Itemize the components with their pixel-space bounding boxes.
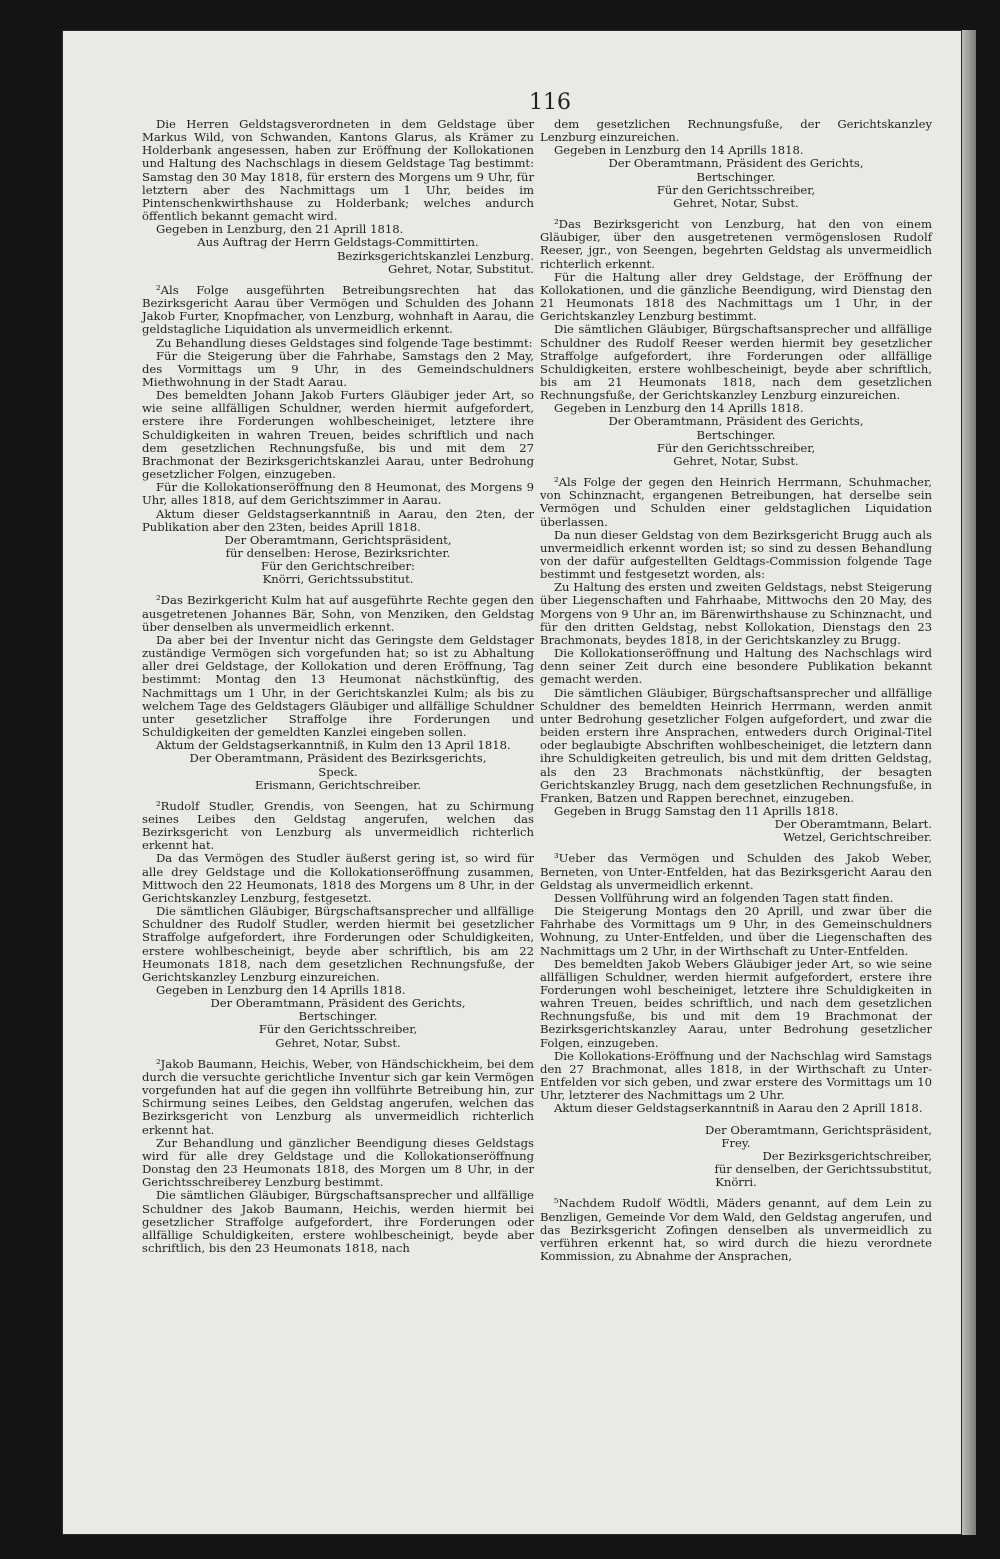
paragraph: Der Oberamtmann, Gerichtspräsident, — [704, 1122, 932, 1137]
newspaper-page — [62, 30, 962, 1535]
page-gutter — [962, 30, 976, 1535]
paragraph: Bertschinger. — [696, 427, 776, 442]
paragraph: Speck. — [318, 764, 358, 779]
paragraph: Die sämtlichen Gläubiger, Bürgschaftsansprecher und allfällige Schuldner des Rudolf Studler, werden hiermit bei gesetzlicher Straffolge aufgefordert, ihre Forderungen oder Schuldigkeiten, erstere wohlbescheinigt, beyde aber schriftlich, bis am 22 Heumonats 1818, nach dem gesetzlichen Rechnungsfuße, der Gerichtskanzley Lenzburg einzureichen. — [142, 904, 534, 984]
paragraph: Knörri, Gerichtssubstitut. — [262, 572, 414, 587]
paragraph: Gehret, Notar, Subst. — [673, 453, 799, 468]
paragraph: ²Das Bezirksgericht von Lenzburg, hat den von einem Gläubiger, über den ausgetretenen vermögenslosen Rudolf Reeser, jgr., von Seengen, begehrten Geldstag als unvermeidlich richterlich erkennt. — [540, 217, 932, 271]
paragraph: Gegeben in Lenzburg, den 21 Aprill 1818. — [156, 222, 404, 237]
paragraph: Gehret, Notar, Subst. — [673, 195, 799, 210]
paragraph: Die Herren Geldstagsverordneten in dem Geldstage über Markus Wild, von Schwanden, Kantons Glarus, als Krämer zu Holderbank angesessen, haben zur Eröffnung der Kollokationen und Haltung des Nachschlags in diesem Geldstage Tag bestimmt: Samstag den 30 May 1818, für erstern des Morgens um 9 Uhr, für letztern aber des Nachmittags um 1 Uhr, beides im Pintenschenkwirthshause zu Holderbank; welches andurch öffentlich bekannt gemacht wird. — [142, 117, 534, 224]
paragraph: Frey. — [721, 1135, 751, 1150]
paragraph: dem gesetzlichen Rechnungsfuße, der Gerichtskanzley Lenzburg einzureichen. — [540, 117, 932, 145]
paragraph: ²Als Folge der gegen den Heinrich Herrmann, Schuhmacher, von Schinznacht, ergangenen Betreibungen, hat derselbe sein Vermögen und Schulden einer geldstaglichen Liquidation überlassen. — [540, 475, 932, 529]
paragraph: Bezirksgerichtskanzlei Lenzburg. — [337, 248, 534, 263]
paragraph: Aktum dieser Geldstagserkanntniß in Aarau, den 2ten, der Publikation aber den 23ten, beides Aprill 1818. — [142, 506, 534, 534]
paragraph: Der Oberamtmann, Präsident des Gerichts, — [608, 156, 864, 171]
paragraph: Aus Auftrag der Herrn Geldstags-Committirten. — [197, 235, 479, 250]
paragraph: Zur Behandlung und gänzlicher Beendigung dieses Geldstags wird für alle drey Geldstage und die Kollokationseröffnung Donstag den 23 Heumonats 1818, des Morgen um 8 Uhr, in der Gerichtsschreiberey Lenzburg bestimmt. — [142, 1135, 534, 1190]
paragraph: ²Rudolf Studler, Grendis, von Seengen, hat zu Schirmung seines Leibes den Geldstag angerufen, welchen das Bezirksgericht von Lenzburg als unvermeidlich richterlich erkennt hat. — [142, 798, 534, 853]
paragraph: Der Oberamtmann, Präsident des Gerichts, — [210, 996, 466, 1011]
paragraph: Gehret, Notar, Substitut. — [388, 261, 534, 276]
paragraph: ³Ueber das Vermögen und Schulden des Jakob Weber, Berneten, von Unter-Entfelden, hat das Bezirksgericht Aarau den Geldstag als unvermeidlich erkennt. — [540, 851, 932, 892]
paragraph: Bertschinger. — [696, 169, 776, 184]
paragraph: Dessen Vollführung wird an folgenden Tagen statt finden. — [554, 890, 894, 905]
paragraph: Des bemeldten Jakob Webers Gläubiger jeder Art, so wie seine allfälligen Schuldner, werden hiermit aufgefordert, erstere ihre Forderungen wohl bescheiniget, letztere ihre Schuldigkeiten in wahren Treuen, beides schriftlich, und nach dem gesetzlichen Rechnungsfuße, bis und mit dem 19 Brachmonat der Bezirksgerichtskanzley Aarau, unter Bedrohung gesetzlicher Folgen, einzugeben. — [540, 956, 932, 1050]
paragraph: Wetzel, Gerichtschreiber. — [783, 830, 932, 845]
paragraph: Die sämtlichen Gläubiger, Bürgschaftsansprecher und allfällige Schuldner des bemeldten Heinrich Herrmann, werden anmit unter Bedrohung gesetzlicher Folgen aufgefordert, und zwar die beiden erstern ihre Ansprachen, entweders durch Original-Titel oder beglaubigte Abschriften wohlbescheiniget, die letztern dann ihre Schuldigkeiten getreulich, bis und mit dem dritten Geldstag, als den 23 Brachmonats nächstkünftig, der besagten Gerichtskanzley Brugg, nach dem gesetzlichen Rechnungsfuße, in Franken, Batzen und Rappen berechnet, einzugeben. — [540, 685, 932, 805]
paragraph: Die Steigerung Montags den 20 Aprill, und zwar über die Fahrhabe des Vormittags um 9 Uhr, in des Gemeinschuldners Wohnung, zu Unter-Entfelden, und über die Liegenschaften des Nachmittags um 2 Uhr, in der Wirthschaft zu Unter-Entfelden. — [540, 904, 932, 958]
paragraph: für denselben, der Gerichtssubstitut, — [714, 1162, 932, 1177]
paragraph: Gegeben in Lenzburg den 14 Aprills 1818. — [554, 143, 804, 158]
paragraph: Die Kollokationseröffnung und Haltung des Nachschlags wird denn seiner Zeit durch eine besondere Publikation bekannt gemacht werden. — [540, 646, 932, 687]
left-column — [142, 118, 534, 1255]
paragraph: ²Jakob Baumann, Heichis, Weber, von Händschickheim, bei dem durch die versuchte gerichtliche Inventur sich gar kein Vermögen vorgefunden hat auf die gegen ihn vollführte Betreibung hin, zur Schirmung seines Leibes, den Geldstag angerufen, welchen das Bezirksgericht von Lenzburg als unvermeidlich richterlich erkennt hat. — [142, 1056, 534, 1137]
paragraph: Da das Vermögen des Studler äußerst gering ist, so wird für alle drey Geldstage und die Kollokationseröffnung zusammen, Mittwoch den 22 Heumonats, 1818 des Morgens um 8 Uhr, in der Gerichtskanzley Lenzburg, festgesetzt. — [142, 851, 534, 905]
paragraph: Der Oberamtmann, Belart. — [774, 817, 932, 832]
paragraph: Gegeben in Brugg Samstag den 11 Aprills 1818. — [554, 803, 839, 818]
paragraph: Bertschinger. — [298, 1009, 378, 1024]
paragraph: ⁵Nachdem Rudolf Wödtli, Mäders genannt, auf dem Lein zu Benzligen, Gemeinde Vor dem Wald, den Geldstag angerufen, und das Bezirksgericht Zofingen denselben als unvermeidlich zu verführen erkennt hat, so wird durch die hiezu verordnete Kommission, zu Abnahme der Ansprachen, — [540, 1196, 932, 1263]
paragraph: Des bemeldten Johann Jakob Furters Gläubiger jeder Art, so wie seine allfälligen Schuldner, werden hiermit aufgefordert, erstere ihre Forderungen wohlbescheiniget, letztere ihre Schuldigkeiten in wahren Treuen, beides schriftlich und nach dem gesetzlichen Rechnungsfuße, bis und mit dem 27 Brachmonat der Bezirksgerichtskanzlei Aarau, unter Bedrohung gesetzlicher Folgen, einzugeben. — [142, 388, 534, 482]
paragraph: Für den Gerichtsschreiber, — [656, 182, 816, 197]
paragraph: Für den Gerichtsschreiber, — [258, 1022, 418, 1037]
paragraph: Zu Behandlung dieses Geldstages sind folgende Tage bestimmt: — [156, 335, 533, 350]
paragraph: ²Als Folge ausgeführten Betreibungsrechten hat das Bezirksgericht Aarau über Vermögen und Schulden des Johann Jakob Furter, Knopfmacher, von Lenzburg, wohnhaft in Aarau, die geldstagliche Liquidation als unvermeidlich erkennt. — [142, 282, 534, 337]
paragraph: Erismann, Gerichtschreiber. — [254, 777, 422, 792]
paragraph: Für die Haltung aller drey Geldstage, der Eröffnung der Kollokationen, und die gänzliche Beendigung, wird Dienstag den 21 Heumonats 1818 des Nachmittags um 1 Uhr, in der Gerichtskanzley Lenzburg bestimmt. — [540, 269, 932, 324]
right-column — [540, 118, 932, 1263]
paragraph: Der Bezirksgerichtschreiber, — [762, 1148, 932, 1163]
paragraph: Gegeben in Lenzburg den 14 Aprills 1818. — [156, 983, 406, 997]
paragraph: Die Kollokations-Eröffnung und der Nachschlag wird Samstags den 27 Brachmonat, alles 1818, in der Wirthschaft zu Unter-Entfelden vor sich geben, und zwar erstere des Vormittags um 10 Uhr, letzterer des Nachmittags um 2 Uhr. — [540, 1048, 932, 1103]
paragraph: Gegeben in Lenzburg den 14 Aprills 1818. — [554, 401, 804, 416]
paragraph: Für den Gerichtschreiber: — [261, 559, 415, 574]
paragraph: Der Oberamtmann, Präsident des Gerichts, — [608, 414, 864, 429]
paragraph: für denselben: Herose, Bezirksrichter. — [225, 546, 451, 560]
paragraph: Gehret, Notar, Subst. — [275, 1035, 401, 1050]
paragraph: Zu Haltung des ersten und zweiten Geldstags, nebst Steigerung über Liegenschaften und Fahrhaabe, Mittwochs den 20 May, des Morgens von 9 Uhr an, im Bärenwirthshause zu Schinznacht, und für den dritten Geldstag, nebst Kollokation, Dienstags den 23 Brachmonats, beydes 1818, in der Gerichtskanzley zu Brugg. — [540, 580, 932, 647]
paragraph: Die sämtlichen Gläubiger, Bürgschaftsansprecher und allfällige Schuldner des Jakob Baumann, Heichis, werden hiermit bei gesetzlicher Straffolge aufgefordert, ihre Forderungen oder allfällige Schuldigkeiten, erstere wohlbescheinigt, beyde aber schriftlich, bis den 23 Heumonats 1818, nach — [142, 1188, 534, 1255]
page-number: 116 — [529, 90, 571, 115]
paragraph: Die sämtlichen Gläubiger, Bürgschaftsansprecher und allfällige Schuldner des Rudolf Reeser werden hiermit bey gesetzlicher Straffolge aufgefordert, ihre Forderungen oder allfällige Schuldigkeiten, erstere wohlbescheinigt, beyde aber schriftlich, bis am 21 Heumonats 1818, nach dem gesetzlichen Rechnungsfuße, der Gerichtskanzley Lenzburg einzureichen. — [540, 322, 932, 403]
paragraph: Aktum dieser Geldstagserkanntniß in Aarau den 2 Aprill 1818. — [554, 1101, 923, 1116]
paragraph: Knörri. — [715, 1175, 757, 1190]
paragraph: ²Das Bezirkgericht Kulm hat auf ausgeführte Rechte gegen den ausgetretenen Johannes Bär, Sohn, von Menziken, den Geldstag über denselben als unvermeidlich erkennt. — [142, 593, 534, 634]
paragraph: Da aber bei der Inventur nicht das Geringste dem Geldstager zuständige Vermögen sich vorgefunden hat; so ist zu Abhaltung aller drei Geldstage, der Kollokation und deren Eröffnung, Tag bestimmt: Montag den 13 Heumonat nächstkünftig, des Nachmittags um 1 Uhr, in der Gerichtskanzlei Kulm; als bis zu welchem Tage des Geldstagers Gläubiger und allfällige Schuldner unter gesetzlicher Straffolge ihre Forderungen und Schuldigkeiten der gemeldten Kanzlei eingeben sollen. — [142, 632, 534, 740]
paragraph: Der Oberamtmann, Gerichtspräsident, — [224, 532, 452, 547]
paragraph: Der Oberamtmann, Präsident des Bezirksgerichts, — [189, 751, 487, 766]
paragraph: Da nun dieser Geldstag von dem Bezirksgericht Brugg auch als unvermeidlich erkennt worden ist; so sind zu dessen Behandlung von der dafür aufgestellten Geldtags-Commission folgende Tage bestimmt und festgesetzt worden, als: — [540, 527, 932, 582]
paragraph: Aktum der Geldstagserkanntniß, in Kulm den 13 April 1818. — [156, 738, 511, 753]
paragraph: Für die Steigerung über die Fahrhabe, Samstags den 2 May, des Vormittags um 9 Uhr, in des Gemeindschuldners Miethwohnung in der Stadt Aarau. — [142, 348, 534, 389]
paragraph: Für die Kollokationseröffnung den 8 Heumonat, des Morgens 9 Uhr, alles 1818, auf dem Gerichtszimmer in Aarau. — [142, 480, 534, 508]
paragraph: Für den Gerichtsschreiber, — [656, 440, 816, 455]
